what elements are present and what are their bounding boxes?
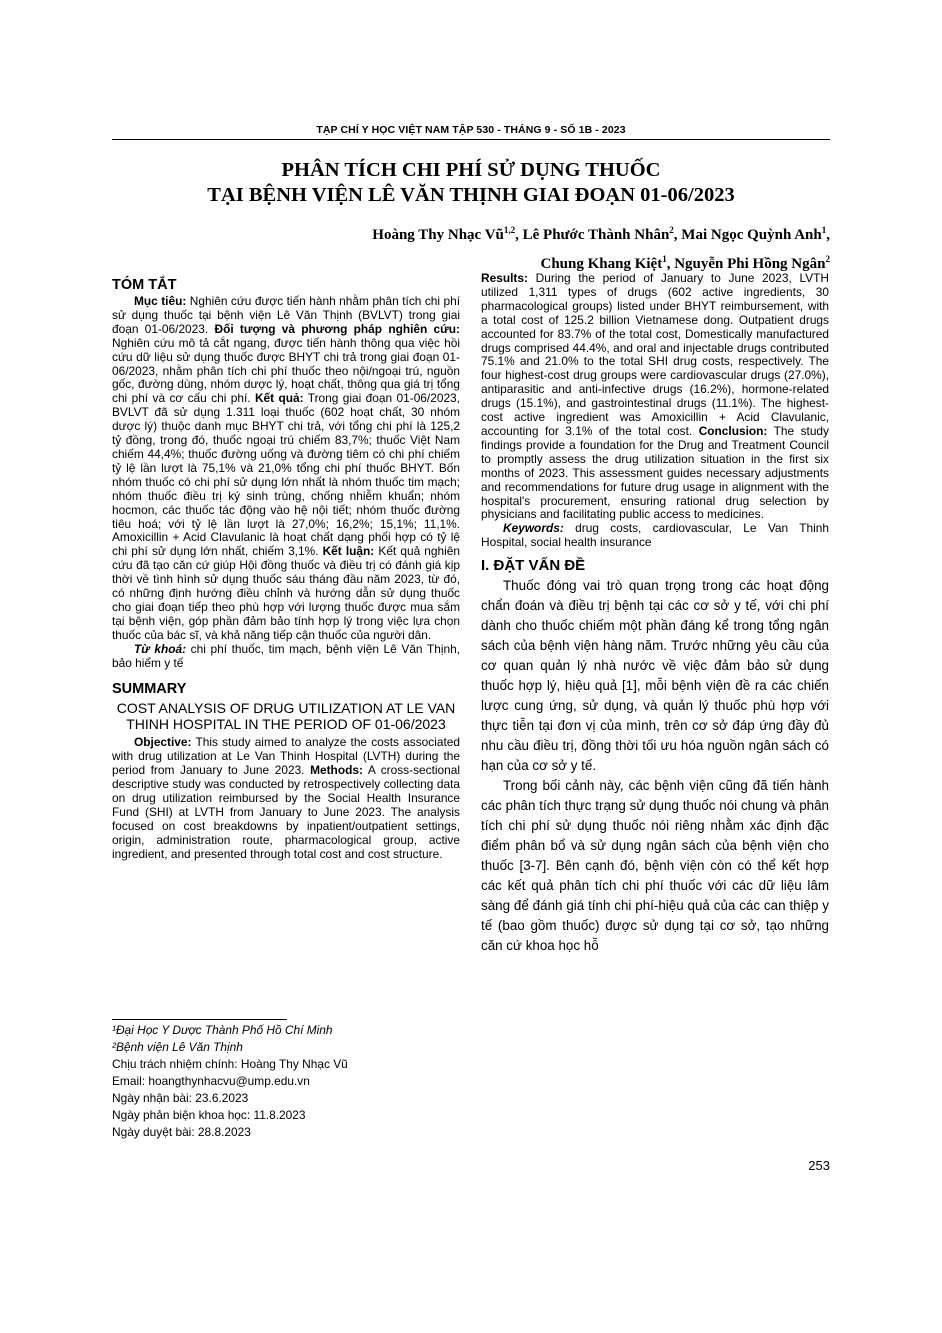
conclusion-label: Kết luận: <box>322 544 375 559</box>
keywords-vi-text: chi phí thuốc, tim mạch, bệnh viện Lê Văn Thịnh, bảo hiểm y tế <box>112 641 460 670</box>
affiliation-2: ²Bệnh viện Lê Văn Thịnh <box>112 1040 243 1054</box>
footnotes <box>112 1022 460 1141</box>
author-line-1 <box>200 218 830 247</box>
author-list <box>200 218 830 276</box>
summary-title: COST ANALYSIS OF DRUG UTILIZATION AT LE VAN THINH HOSPITAL IN THE PERIOD OF 01-06/2023 <box>116 700 456 733</box>
accepted-date: Ngày duyệt bài: 28.8.2023 <box>112 1125 251 1139</box>
title-line-2: TẠI BỆNH VIỆN LÊ VĂN THỊNH GIAI ĐOẠN 01-06/2023 <box>207 184 735 206</box>
left-column <box>112 276 460 862</box>
keywords-vi <box>112 643 460 671</box>
keywords-en-text: drug costs, cardiovascular, Le Van Thinh Hospital, social health insurance <box>481 521 829 550</box>
footnote-rule <box>112 1019 287 1020</box>
author-affiliation: 2 <box>825 254 830 264</box>
review-date: Ngày phản biện khoa học: 11.8.2023 <box>112 1108 306 1122</box>
title-line-1: PHÂN TÍCH CHI PHÍ SỬ DỤNG THUỐC <box>281 159 661 181</box>
objective-text: Nghiên cứu được tiến hành nhằm phân tích chi phí sử dụng thuốc tại bệnh viện Lê Văn Thịnh (BVLVT) trong giai đoạn 01-06/2023. <box>112 294 460 336</box>
objective-label: Mục tiêu: <box>134 294 187 308</box>
author-name: Hoàng Thy Nhạc Vũ <box>372 227 504 243</box>
author-name: Nguyễn Phi Hồng Ngân <box>674 256 826 272</box>
methods-label: Đối tượng và phương pháp nghiên cứu: <box>214 321 461 336</box>
summary-results-label: Results: <box>481 271 528 285</box>
summary-conclusion-text: The study findings provide a foundation for the Drug and Treatment Council to promptly assess the drug utilization situation in the first six months of 2023. This assessment guides necessary adjustments and recommendations for future drug usage in alignment with the hospital's procurement, ensuring rational drug selection by physicians and facilitating public access to medicines. <box>481 423 829 522</box>
header-rule <box>112 139 830 140</box>
author-separator: , <box>515 227 523 243</box>
keywords-vi-label: Từ khoá: <box>134 641 187 656</box>
author-name: Chung Khang Kiệt <box>540 256 663 272</box>
intro-heading: I. ĐẶT VẤN ĐỀ <box>481 557 586 575</box>
page-number: 253 <box>808 1158 830 1173</box>
intro-paragraph-2: Trong bối cảnh này, các bệnh viện cũng đã tiến hành các phân tích thực trạng sử dụng thuốc nói chung và phân tích chi phí sử dụng thuốc nói riêng nhằm xác định đặc điểm phân bổ và sử dụng ngân sách của bệnh viện cho thuốc [3-7]. Bên cạnh đó, bệnh viện còn có thể kết hợp các kết quả phân tích chi phí thuốc với các dữ liệu lâm sàng để đánh giá tính chi phí-hiệu quả của các can thiệp y tế (bao gồm thuốc) được sử dụng tại cơ sở, tạo những căn cứ khoa học hỗ <box>481 778 829 954</box>
affiliation-1: ¹Đại Học Y Dược Thành Phố Hồ Chí Minh <box>112 1023 333 1037</box>
author-separator: , <box>666 256 675 272</box>
author-affiliation: 1,2 <box>503 225 516 235</box>
keywords-en-label: Keywords: <box>503 521 564 536</box>
summary-results-text: During the period of January to June 2023, LVTH utilized 1,311 types of drugs (602 active ingredients, 30 pharmacological groups) listed under BHYT reimbursement, with a total cost of 125.2 billion Vietnamese dong. Outpatient drugs accounted for 83.7% of the total cost, Domestically manufactured drugs comprised 44.4%, and oral and injectable drugs contributed 75.1% and 21.0% to the total SHI drug costs, respectively. The four highest-cost drug groups were cardiovascular drugs (27.0%), antiparasitic and anti-infective drugs (16.2%), hormone-related drugs (15.1%), and gastrointestinal drugs (11.1%). The highest-cost active ingredient was Amoxicillin + Acid Clavulanic, accounting for 3.1% of the total cost. <box>481 271 829 438</box>
abstract-vi-body <box>112 295 460 643</box>
summary-methods-label: Methods: <box>310 763 363 778</box>
received-date: Ngày nhận bài: 23.6.2023 <box>112 1091 249 1105</box>
summary-body-continued <box>481 272 829 522</box>
summary-conclusion-label: Conclusion: <box>698 423 768 438</box>
author-affiliation: 1 <box>662 254 667 264</box>
summary-methods-text: A cross-sectional descriptive study was conducted by retrospectively collecting data on drug utilization reimbursed by the Social Health Insurance Fund (SHI) at LVTH from January to June 2023. The analysis focused on cost breakdowns by inpatient/outpatient settings, origin, administration route, pharmacological group, active ingredient, and presented through total cost and cost structure. <box>112 763 460 861</box>
abstract-vi-heading: TÓM TẮT <box>112 277 177 293</box>
methods-text: Nghiên cứu mô tả cắt ngang, được tiến hành thông qua việc hồi cứu dữ liệu sử dụng thuốc được BHYT chi trả trong giai đoạn 01-06/2023, nhằm phân tích chi phí thuốc theo nội/ngoại trú, nguồn gốc, đường dùng, nhóm dược lý, hoạt chất, thông qua giá trị tổng chi phí và cơ cấu chi phí. <box>112 335 460 406</box>
author-separator: , <box>826 227 830 243</box>
author-affiliation: 2 <box>669 225 674 235</box>
summary-body-start <box>112 736 460 861</box>
email: Email: hoangthynhacvu@ump.edu.vn <box>112 1074 310 1088</box>
results-label: Kết quả: <box>254 391 304 406</box>
summary-objective-label: Objective: <box>134 735 192 750</box>
conclusion-text: Kết quả nghiên cứu đã tạo căn cứ giúp Hội đồng thuốc và điều trị có đánh giá kịp thời về tình hình sử dụng thuốc sáu tháng đầu năm 2023, từ đó, có những định hướng điều chỉnh và hướng dẫn sử dụng thuốc cho giai đoạn tiếp theo phù hợp với lượng thuốc được mua sắm tại bệnh viện, góp phần đảm bảo tính hợp lý trong việc lựa chọn thuốc của bác sĩ, và khả năng tiếp cận thuốc của người dân. <box>112 544 461 642</box>
author-affiliation: 1 <box>821 225 827 235</box>
summary-objective-text: This study aimed to analyze the costs associated with drug utilization at Le Van Thinh Hospital (LVTH) during the period from January to June 2023. <box>112 735 460 778</box>
keywords-en <box>481 522 829 550</box>
running-header: TẠP CHÍ Y HỌC VIỆT NAM TẬP 530 - THÁNG 9 - SỐ 1B - 2023 <box>316 124 626 136</box>
author-name: Lê Phước Thành Nhân <box>522 227 670 243</box>
article-title <box>112 158 830 208</box>
results-text: Trong giai đoạn 01-06/2023, BVLVT đã sử dụng 1.311 loại thuốc (602 hoạt chất, 30 nhóm dược lý) thuộc danh mục BHYT chi trả, với tổng chi phí là 125,2 tỷ đồng, trong đó, thuốc ngoại trú chiếm 83,7%; thuốc Việt Nam chiếm 44,4%; thuốc đường uống và đường tiêm có chi phí chiếm tỷ lệ lần lượt là 75,1% và 21,0% tổng chi phí thuốc BHYT. Bốn nhóm thuốc có chi phí sử dụng lớn nhất là nhóm thuốc tim mạch; nhóm thuốc điều trị ký sinh trùng, chống nhiễm khuẩn; nhóm hocmon, các thuốc tác động vào hệ nội tiết; nhóm thuốc đường tiêu hoá; với tỷ lệ lần lượt là 27,0%; 16,2%; 15,1%; 11,1%. Amoxicillin + Acid Clavulanic là hoạt chất dạng phối hợp có tỷ lệ chi phí sử dụng lớn nhất, chiếm 3,1%. <box>112 391 460 559</box>
author-separator: , <box>673 227 682 243</box>
right-column <box>481 272 829 956</box>
corresponding-author: Chịu trách nhiệm chính: Hoàng Thy Nhạc Vũ <box>112 1057 348 1071</box>
author-name: Mai Ngọc Quỳnh Anh <box>681 227 822 243</box>
summary-heading: SUMMARY <box>112 681 187 698</box>
intro-paragraph-1: Thuốc đóng vai trò quan trọng trong các hoạt động chẩn đoán và điều trị bệnh tại các cơ sở y tế, với chi phí dành cho thuốc chiếm một phần đáng kể trong tổng ngân sách của bệnh viện hàng năm. Trước những yêu cầu của cơ quan quản lý nhà nước về việc đảm bảo sử dụng thuốc hợp lý, hiệu quả [1], mỗi bệnh viện đề ra các chiến lược cung ứng, sử dụng, và quản lý thuốc phù hợp với thực tiễn tại đơn vị của mình, trên cơ sở đáp ứng đầy đủ nhu cầu điều trị, đồng thời tối ưu hóa nguồn ngân sách có hạn của cơ sở y tế. <box>481 578 829 774</box>
